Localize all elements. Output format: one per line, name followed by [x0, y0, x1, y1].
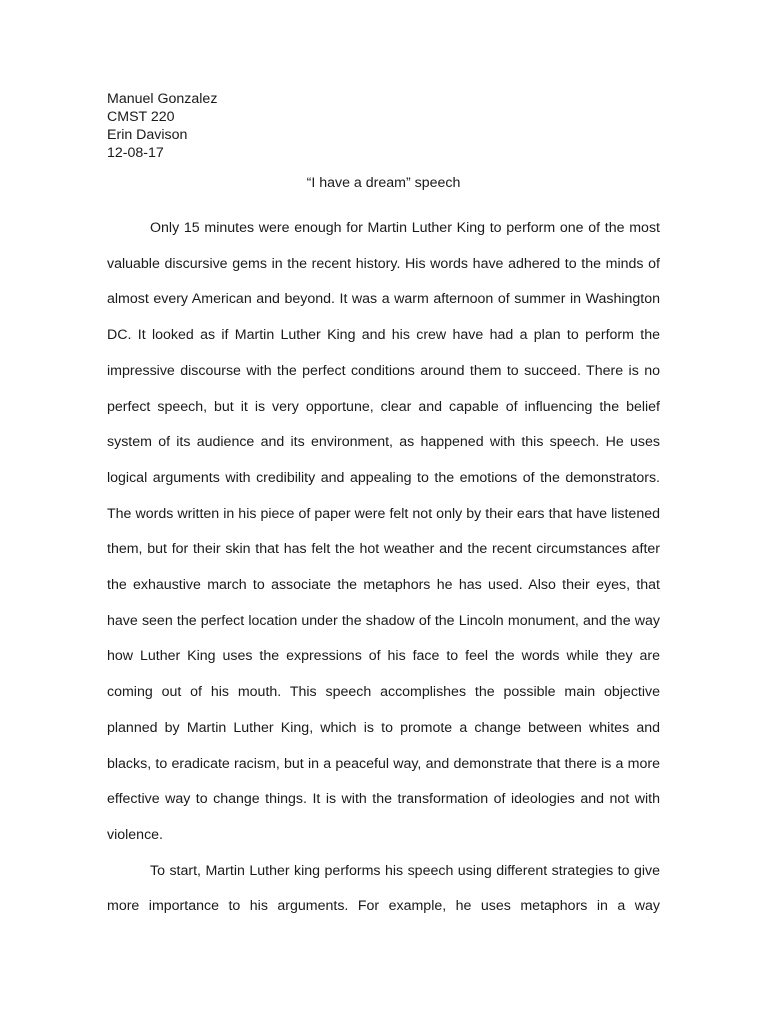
paragraph-1: Only 15 minutes were enough for Martin Luther King to perform one of the most valuable discursive gems in the recent history. His words have adhered to the minds of almost every American and beyond. It was a warm afternoon of summer in Washington DC. It looked as if Martin Luther King and his crew have had a plan to perform the impressive discourse with the perfect conditions around them to succeed. There is no perfect speech, but it is very opportune, clear and capable of influencing the belief system of its audience and its environment, as happened with this speech. He uses logical arguments with credibility and appealing to the emotions of the demonstrators. The words written in his piece of paper were felt not only by their ears that have listened them, but for their skin that has felt the hot weather and the recent circumstances after the exhaustive march to associate the metaphors he has used. Also their eyes, that have seen the perfect location under the shadow of the Lincoln monument, and the way how Luther King uses the expressions of his face to feel the words while they are coming out of his mouth. This speech accomplishes the possible main objective planned by Martin Luther King, which is to promote a change between whites and blacks, to eradicate racism, but in a peaceful way, and demonstrate that there is a more effective way to change things. It is with the transformation of ideologies and not with violence.	[107, 220, 660, 843]
document-page	[107, 90, 660, 925]
document-date: 12-08-17	[107, 145, 164, 161]
paragraph-2: To start, Martin Luther king performs his speech using different strategies to give more importance to his arguments. For example, he uses metaphors in a way	[107, 862, 660, 915]
course-code: CMST 220	[107, 109, 175, 125]
document-title: “I have a dream” speech	[306, 175, 461, 191]
header-block	[107, 90, 660, 162]
instructor-name: Erin Davison	[107, 127, 188, 143]
author-name: Manuel Gonzalez	[107, 91, 218, 107]
body-text	[107, 211, 660, 925]
